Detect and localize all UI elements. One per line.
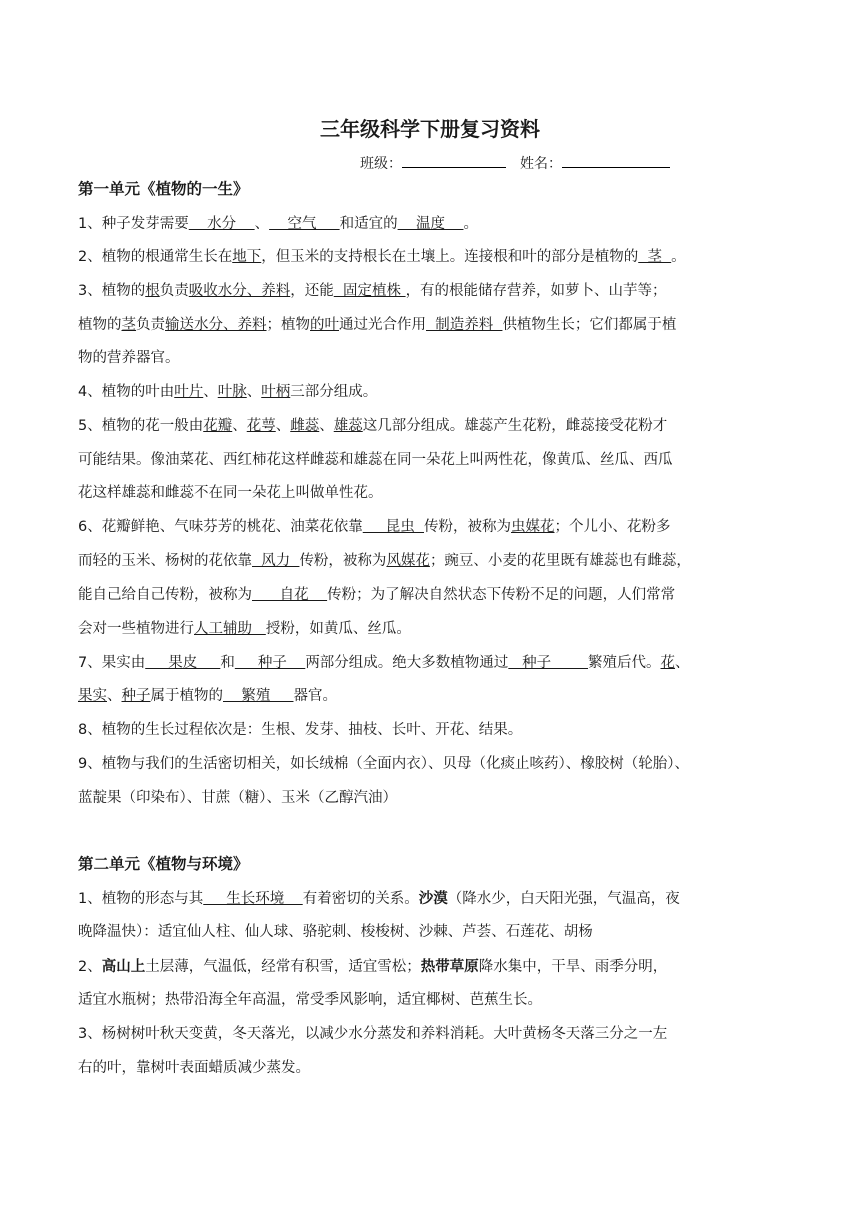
text-fragment: 而轻的玉米、杨树的花依靠	[78, 553, 252, 569]
text-fragment: 。	[463, 216, 478, 232]
text-fragment: 授粉，如黄瓜、丝瓜。	[265, 621, 411, 637]
text-fragment: 降水集中，干旱、雨季分明，	[478, 959, 668, 975]
answer-text: 根	[145, 283, 160, 299]
class-label: 班级：	[360, 156, 402, 172]
text-fragment: 1、种子发芽需要	[78, 216, 189, 232]
unit1-q4	[78, 381, 377, 403]
text-fragment: 、	[319, 418, 334, 434]
answer-text: 的叶	[310, 317, 339, 333]
text-fragment: 三部分组成。	[290, 384, 378, 400]
unit1-q2	[78, 246, 686, 268]
text-fragment: 传粉，被称为	[299, 553, 387, 569]
unit1-q3-line3: 物的营养器官。	[78, 350, 180, 366]
answer-text: 果实	[78, 688, 107, 704]
text-fragment: 热带草原	[420, 959, 479, 975]
answer-text: 雄蕊	[333, 418, 363, 434]
text-fragment: ，有的根能储存营养，如萝卜、山芋等；	[405, 283, 667, 299]
unit1-q5-line3: 花这样雄蕊和雌蕊不在同一朵花上叫做单性花。	[78, 485, 383, 501]
unit1-q6-line1	[78, 516, 671, 538]
document-title: 三年级科学下册复习资料	[320, 117, 540, 141]
text-fragment: 6、花瓣鲜艳、气味芬芳的桃花、油菜花依靠	[78, 519, 363, 535]
text-fragment: 2、	[78, 959, 102, 975]
text-fragment: 传粉，被称为	[424, 519, 511, 535]
text-fragment: ；豌豆、小麦的花里既有雄蕊也有雌蕊，	[429, 553, 691, 569]
answer-text: 种子	[121, 688, 151, 704]
unit1-q5-line1	[78, 415, 667, 437]
answer-text: 温度	[397, 216, 464, 232]
answer-text: 叶脉	[217, 384, 247, 400]
answer-text: 虫媒花	[511, 519, 555, 535]
text-fragment: 7、果实由	[78, 655, 146, 671]
answer-text: 花萼	[246, 418, 276, 434]
unit1-q7-line1	[78, 652, 690, 674]
unit1-q6-line2	[78, 550, 691, 572]
answer-text: 风力	[252, 553, 300, 569]
text-fragment: ；植物	[266, 317, 310, 333]
answer-text: 人工辅助	[194, 621, 266, 637]
answer-text: 叶柄	[261, 384, 291, 400]
text-fragment: 1、植物的形态与其	[78, 891, 204, 907]
text-fragment: （降水少，白天阳光强，气温高，夜	[447, 891, 680, 907]
text-fragment: 、	[246, 384, 262, 400]
text-fragment: 和	[220, 655, 235, 671]
text-fragment: 这几部分组成。雄蕊产生花粉，雌蕊接受花粉才	[362, 418, 668, 434]
text-fragment: 能自己给自己传粉，被称为	[78, 587, 252, 603]
text-fragment: 5、植物的花一般由	[78, 418, 204, 434]
answer-text: 果皮	[145, 655, 221, 671]
answer-text: 输送水分、养料	[165, 317, 267, 333]
answer-text: 地下	[232, 249, 262, 265]
text-fragment: 传粉；为了解决自然状态下传粉不足的问题，人们常常	[327, 587, 676, 603]
name-blank	[562, 151, 670, 168]
answer-text: 茎	[638, 249, 672, 265]
answer-text: 花	[660, 655, 676, 671]
answer-text: 种子	[234, 655, 306, 671]
unit2-q2-line1	[78, 956, 667, 978]
answer-text: 固定植株	[333, 283, 406, 299]
unit2-q3-line2: 右的叶，靠树叶表面蜡质减少蒸发。	[78, 1060, 310, 1076]
text-fragment: 和适宜的	[339, 216, 398, 232]
unit1-q6-line3	[78, 584, 675, 606]
text-fragment: 、	[203, 384, 218, 400]
text-fragment: 供植物生长；它们都属于植	[502, 317, 677, 333]
name-label: 姓名：	[520, 156, 562, 172]
text-fragment: 、	[254, 216, 270, 232]
unit1-q3-line2	[78, 314, 676, 336]
text-fragment: 植物的	[78, 317, 122, 333]
text-fragment: 繁殖后代。	[588, 655, 661, 671]
unit1-q3-line1	[78, 280, 667, 302]
text-fragment: ，还能	[290, 283, 334, 299]
text-fragment: 、	[232, 418, 247, 434]
answer-text: 制造养料	[426, 317, 503, 333]
answer-text: 花瓣	[203, 418, 233, 434]
text-fragment: 、	[275, 418, 291, 434]
answer-text: 空气	[269, 216, 340, 232]
text-fragment: 4、植物的叶由	[78, 384, 175, 400]
unit1-q9-line1: 9、植物与我们的生活密切相关，如长绒棉（全面内衣）、贝母（化痰止咳药）、橡胶树（轮胎）、	[78, 756, 689, 772]
text-fragment: 高山上	[101, 959, 146, 975]
text-fragment: 3、植物的	[78, 283, 146, 299]
answer-text: 风媒花	[386, 553, 430, 569]
unit1-q6-line4	[78, 618, 411, 640]
class-blank	[402, 151, 506, 168]
unit2-q1-line1	[78, 888, 680, 910]
text-fragment: 通过光合作用	[339, 317, 426, 333]
unit2-q2-line2: 适宜水瓶树；热带沿海全年高温，常受季风影响，适宜椰树、芭蕉生长。	[78, 992, 542, 1008]
answer-text: 生长环境	[203, 891, 303, 907]
text-fragment: 有着密切的关系。	[302, 891, 419, 907]
text-fragment: ；个儿小、花粉多	[554, 519, 671, 535]
text-fragment: 负责	[159, 283, 189, 299]
text-fragment: 器官。	[293, 688, 337, 704]
unit2-q1-line2: 晚降温快）：适宜仙人柱、仙人球、骆驼刺、梭梭树、沙棘、芦荟、石莲花、胡杨	[78, 924, 593, 940]
text-fragment: 两部分组成。绝大多数植物通过	[305, 655, 509, 671]
answer-text: 昆虫	[362, 519, 424, 535]
text-fragment: 土层薄，气温低，经常有积雪，适宜雪松；	[145, 959, 421, 975]
unit1-q8: 8、植物的生长过程依次是：生根、发芽、抽枝、长叶、开花、结果。	[78, 722, 523, 738]
answer-text: 繁殖	[223, 688, 294, 704]
unit1-q1	[78, 213, 478, 235]
text-fragment: 2、植物的根通常生长在	[78, 249, 233, 265]
text-fragment: ，但玉米的支持根长在土壤上。连接根和叶的部分是植物的	[261, 249, 639, 265]
answer-text: 种子	[508, 655, 589, 671]
unit2-heading: 第二单元《植物与环境》	[78, 855, 249, 873]
text-fragment: 属于植物的	[150, 688, 223, 704]
unit1-q5-line2: 可能结果。像油菜花、西红柿花这样雌蕊和雄蕊在同一朵花上叫两性花，像黄瓜、丝瓜、西瓜	[78, 452, 673, 468]
answer-text: 茎	[121, 317, 136, 333]
unit1-q9-line2: 蓝靛果（印染布）、甘蔗（糖）、玉米（乙醇汽油）	[78, 790, 397, 806]
answer-text: 雌蕊	[290, 418, 320, 434]
unit1-heading: 第一单元《植物的一生》	[78, 180, 249, 198]
text-fragment: 会对一些植物进行	[78, 621, 194, 637]
text-fragment: 负责	[136, 317, 165, 333]
unit2-q3-line1: 3、杨树树叶秋天变黄，冬天落光，以减少水分蒸发和养料消耗。大叶黄杨冬天落三分之一左	[78, 1026, 668, 1042]
text-fragment: 。	[671, 249, 686, 265]
answer-text: 叶片	[174, 384, 204, 400]
text-fragment: 、	[675, 655, 690, 671]
answer-text: 水分	[188, 216, 255, 232]
text-fragment: 沙漠	[418, 891, 448, 907]
answer-text: 自花	[252, 587, 328, 603]
answer-text: 吸收水分、养料	[188, 283, 291, 299]
student-info-line	[360, 151, 670, 175]
text-fragment: 、	[107, 688, 122, 704]
unit1-q7-line2	[78, 685, 337, 707]
